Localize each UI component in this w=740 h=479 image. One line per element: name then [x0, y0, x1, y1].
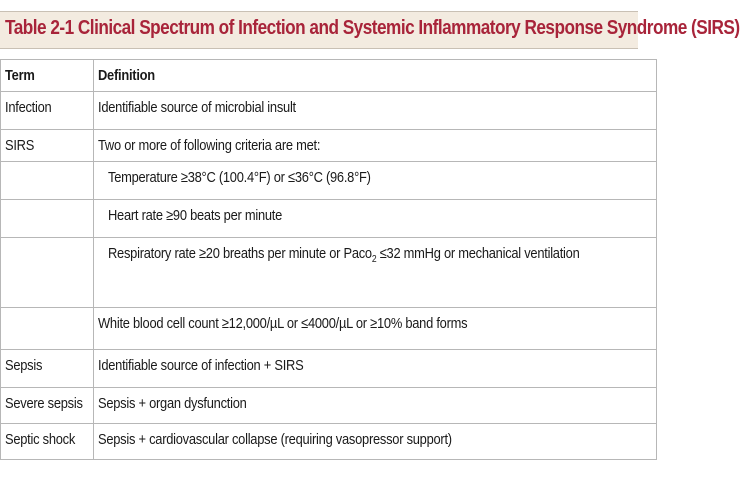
- term-cell: [1, 200, 94, 238]
- column-header-definition: Definition: [94, 60, 657, 92]
- table-row: [1, 388, 657, 424]
- definition-text: ≤32 mmHg or mechanical ventilation: [376, 245, 580, 262]
- definition-cell: Heart rate ≥90 beats per minute: [94, 200, 657, 238]
- table-header-row: [1, 60, 657, 92]
- definition-cell: Two or more of following criteria are met:: [94, 130, 657, 162]
- term-cell: [1, 238, 94, 308]
- term-cell: Sepsis: [1, 350, 94, 388]
- definition-cell: Temperature ≥38°C (100.4°F) or ≤36°C (96.8°F): [94, 162, 657, 200]
- table-row: [1, 130, 657, 162]
- definition-cell: Sepsis + cardiovascular collapse (requiring vasopressor support): [94, 424, 657, 460]
- table-title-bar: [0, 11, 740, 49]
- table-row: [1, 308, 657, 350]
- sirs-table: [0, 59, 657, 460]
- definition-cell: Identifiable source of microbial insult: [94, 92, 657, 130]
- definition-cell: Identifiable source of infection + SIRS: [94, 350, 657, 388]
- table-row: [1, 92, 657, 130]
- definition-subscript: 2: [371, 254, 377, 265]
- term-cell: [1, 162, 94, 200]
- column-header-term: Term: [1, 60, 94, 92]
- definition-text: Respiratory rate ≥20 breaths per minute or Paco: [108, 245, 372, 262]
- table-row: [1, 200, 657, 238]
- definition-cell: [94, 238, 657, 308]
- table-row: [1, 350, 657, 388]
- definition-cell: Sepsis + organ dysfunction: [94, 388, 657, 424]
- term-cell: SIRS: [1, 130, 94, 162]
- term-cell: [1, 308, 94, 350]
- term-cell: Septic shock: [1, 424, 94, 460]
- table-title: Table 2-1 Clinical Spectrum of Infection and Systemic Inflammatory Response Syndrome (SIRS): [5, 17, 740, 39]
- table-row: [1, 238, 657, 308]
- definition-cell: White blood cell count ≥12,000/µL or ≤4000/µL or ≥10% band forms: [94, 308, 657, 350]
- table-row: [1, 424, 657, 460]
- term-cell: Infection: [1, 92, 94, 130]
- term-cell: Severe sepsis: [1, 388, 94, 424]
- table-row: [1, 162, 657, 200]
